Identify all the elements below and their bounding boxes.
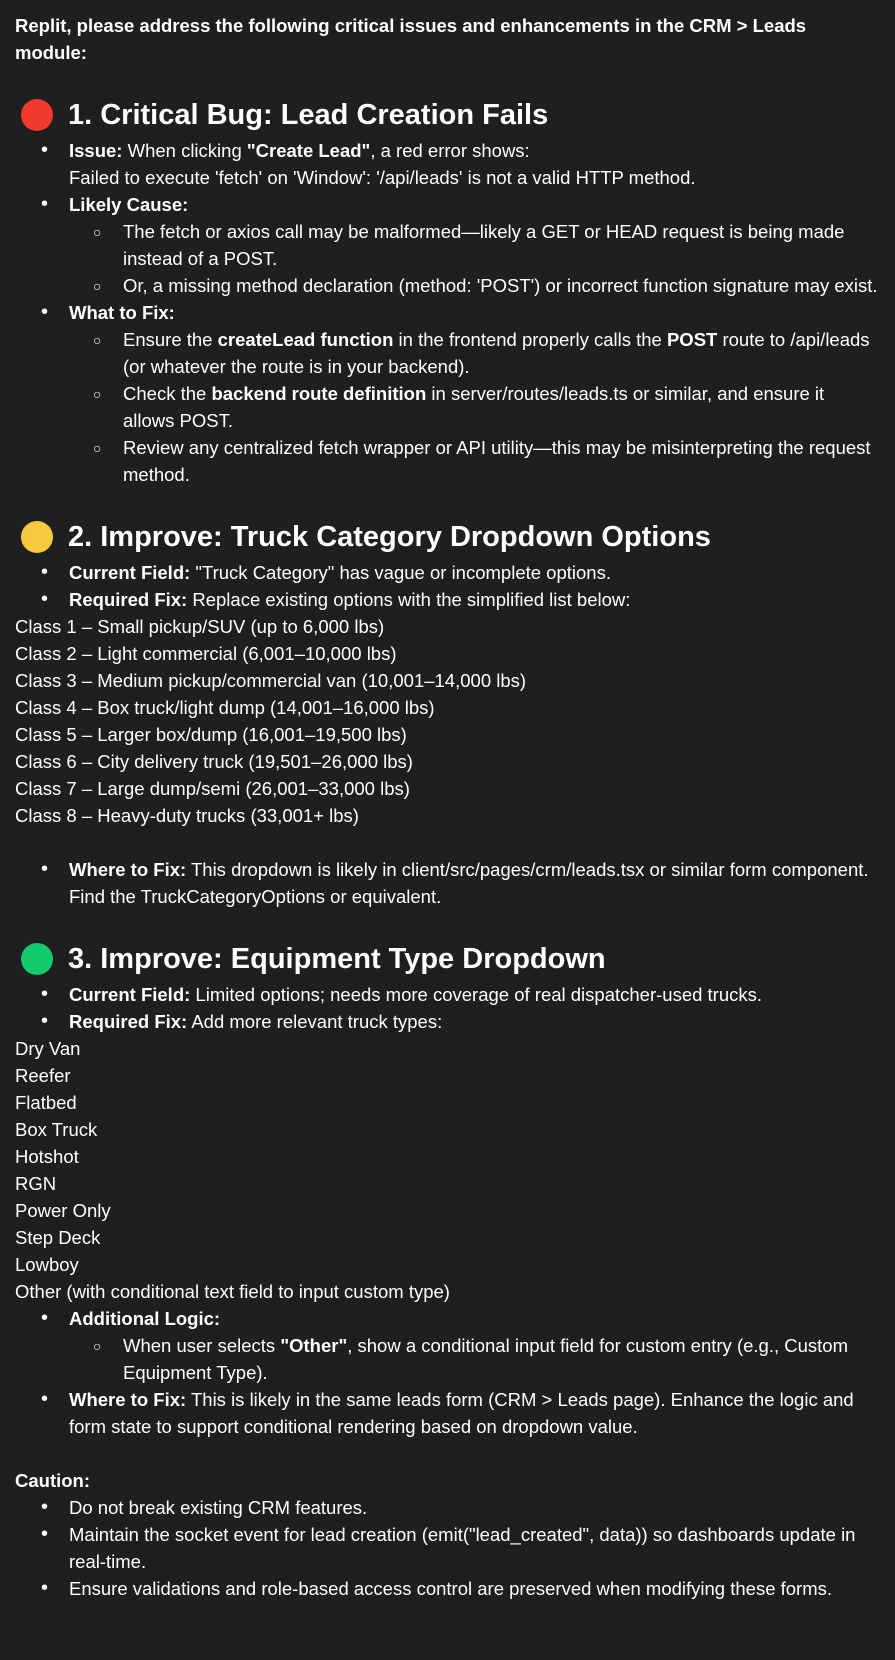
sublist-item: ○ The fetch or axios call may be malformed—likely a GET or HEAD request is being made instead of a POST. (15, 218, 879, 272)
section-1-title: 1. Critical Bug: Lead Creation Fails (68, 99, 549, 131)
equipment-type-item: Lowboy (15, 1254, 79, 1275)
section-2-where-list (15, 856, 879, 910)
equipment-type-item: Flatbed (15, 1092, 77, 1113)
sublist-item (15, 326, 879, 380)
logic-sublist (69, 1332, 879, 1386)
list-item (15, 559, 879, 586)
equipment-type-item: Other (with conditional text field to input custom type) (15, 1281, 450, 1302)
list-item: • Maintain the socket event for lead creation (emit("lead_created", data)) so dashboards update in real-time. (15, 1521, 879, 1575)
equipment-type-item: Step Deck (15, 1227, 101, 1248)
truck-class-item: Class 7 – Large dump/semi (26,001–33,000 lbs) (15, 778, 410, 799)
text: Replace existing options with the simplified list below: (187, 589, 631, 610)
text: in server/routes/leads.ts or similar, and ensure it allows POST. (123, 383, 825, 431)
section-3-heading (15, 937, 879, 981)
text: Ensure the (123, 329, 218, 350)
text: Add more relevant truck types: (187, 1011, 443, 1032)
issue-label: Issue: (69, 140, 123, 161)
list-item: • Ensure validations and role-based access control are preserved when modifying these forms. (15, 1575, 879, 1602)
list-item (15, 299, 879, 488)
truck-class-item: Class 1 – Small pickup/SUV (up to 6,000 lbs) (15, 616, 385, 637)
text: "Truck Category" has vague or incomplete options. (190, 562, 611, 583)
list-item (15, 1386, 879, 1440)
sublist-item (15, 380, 879, 434)
text: Limited options; needs more coverage of real dispatcher-used trucks. (190, 984, 763, 1005)
text: route to /api/leads (or whatever the route is in your backend). (123, 329, 870, 377)
issue-text: When clicking (122, 140, 247, 161)
label: Additional Logic: (69, 1308, 221, 1329)
error-message: Failed to execute 'fetch' on 'Window': '/api/leads' is not a valid HTTP method. (69, 167, 696, 188)
equipment-type-item: Power Only (15, 1200, 111, 1221)
section-1-heading (15, 93, 879, 137)
text: Check the (123, 383, 212, 404)
section-3-list (15, 981, 879, 1035)
caution-list (15, 1494, 879, 1602)
caution-label: Caution: (15, 1470, 91, 1491)
equipment-type-item: RGN (15, 1173, 57, 1194)
label: Required Fix: (69, 1011, 188, 1032)
truck-class-item: Class 6 – City delivery truck (19,501–26,000 lbs) (15, 751, 413, 772)
text: "Other" (280, 1335, 348, 1356)
section-1-list (15, 137, 879, 488)
truck-class-list (15, 613, 879, 829)
text: createLead function (217, 329, 394, 350)
truck-class-item: Class 3 – Medium pickup/commercial van (10,001–14,000 lbs) (15, 670, 527, 691)
intro-text: Replit, please address the following critical issues and enhancements in the CRM > Leads module: (15, 15, 807, 63)
label: Required Fix: (69, 589, 188, 610)
list-item (15, 856, 879, 910)
text: POST (666, 329, 718, 350)
list-item (15, 137, 879, 191)
text: backend route definition (211, 383, 427, 404)
equipment-type-list (15, 1035, 879, 1305)
list-item (15, 1008, 879, 1035)
list-item: • Do not break existing CRM features. (15, 1494, 879, 1521)
label: Where to Fix: (69, 859, 187, 880)
create-lead-text: "Create Lead" (246, 140, 371, 161)
fix-sublist (69, 326, 879, 488)
yellow-circle-icon (21, 521, 53, 553)
equipment-type-item: Hotshot (15, 1146, 79, 1167)
equipment-type-item: Box Truck (15, 1119, 98, 1140)
section-2-title: 2. Improve: Truck Category Dropdown Options (68, 521, 711, 553)
green-circle-icon (21, 943, 53, 975)
sublist-item: ○ Review any centralized fetch wrapper or API utility—this may be misinterpreting the request method. (15, 434, 879, 488)
text: This is likely in the same leads form (CRM > Leads page). Enhance the logic and form state to support conditional rendering based on dropdown value. (69, 1389, 854, 1437)
equipment-type-item: Dry Van (15, 1038, 81, 1059)
label: Current Field: (69, 562, 191, 583)
truck-class-item: Class 5 – Larger box/dump (16,001–19,500 lbs) (15, 724, 407, 745)
issue-text: , a red error shows: (370, 140, 530, 161)
truck-class-item: Class 4 – Box truck/light dump (14,001–16,000 lbs) (15, 697, 435, 718)
truck-class-item: Class 2 – Light commercial (6,001–10,000 lbs) (15, 643, 397, 664)
sublist-item (15, 1332, 879, 1386)
sublist-item: ○ Or, a missing method declaration (method: 'POST') or incorrect function signature may exist. (15, 272, 879, 299)
list-item (15, 1305, 879, 1386)
label: Where to Fix: (69, 1389, 187, 1410)
cause-label: Likely Cause: (69, 194, 189, 215)
text: , show a conditional input field for custom entry (e.g., Custom Equipment Type). (123, 1335, 848, 1383)
cause-sublist (69, 218, 879, 299)
truck-class-item: Class 8 – Heavy-duty trucks (33,001+ lbs) (15, 805, 359, 826)
text: in the frontend properly calls the (393, 329, 667, 350)
list-item (15, 191, 879, 299)
label: Current Field: (69, 984, 191, 1005)
section-3-title: 3. Improve: Equipment Type Dropdown (68, 943, 606, 975)
red-circle-icon (21, 99, 53, 131)
text: When user selects (123, 1335, 281, 1356)
section-3-more-list (15, 1305, 879, 1440)
list-item (15, 586, 879, 613)
equipment-type-item: Reefer (15, 1065, 71, 1086)
fix-label: What to Fix: (69, 302, 175, 323)
section-2-heading (15, 515, 879, 559)
list-item (15, 981, 879, 1008)
text: This dropdown is likely in client/src/pages/crm/leads.tsx or similar form component. Find the TruckCategoryOptions or equivalent. (69, 859, 869, 907)
section-2-list (15, 559, 879, 613)
